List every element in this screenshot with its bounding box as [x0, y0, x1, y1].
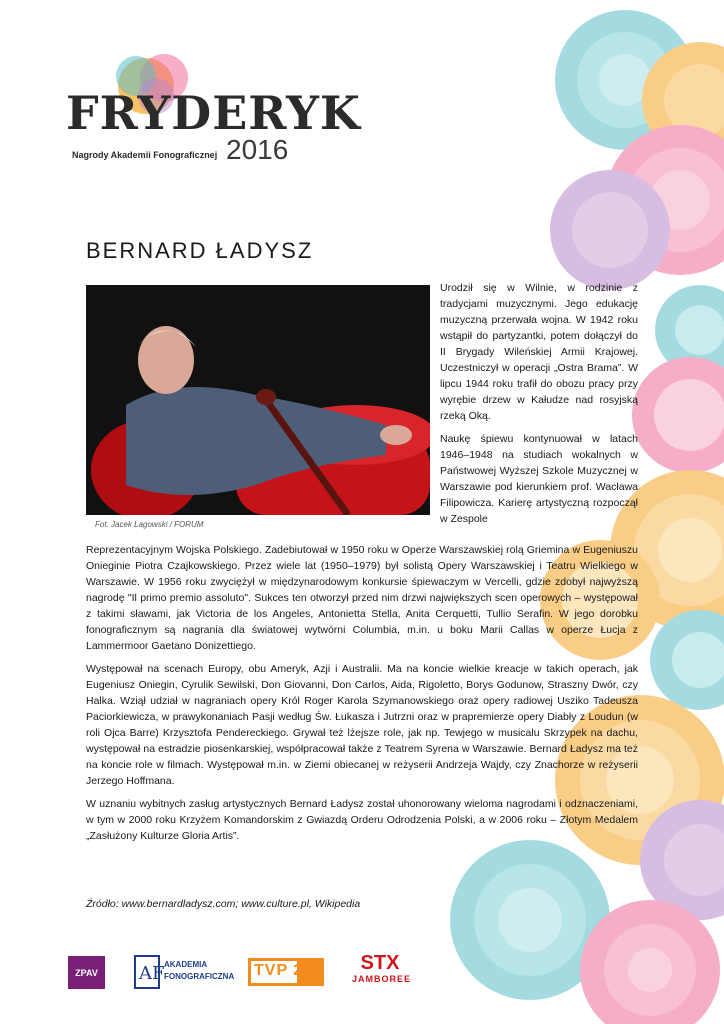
source-note: Źródło: www.bernardladysz.com; www.culture.pl, Wikipedia	[86, 898, 361, 910]
main-paragraph: Występował na scenach Europy, obu Ameryk, Azji i Australii. Ma na koncie wielkie kreacje w takich operach, jak Eugeniusz Oniegin, Cyrulik Sewilski, Don Giovanni, Don Carlos, Aida, Rigoletto, Borys Godunow, Straszny Dwór, czy Halka. Wziął udział w nagraniach opery Król Roger Karola Szymanowskiego oraz opery radiowej Usziko Tadeusza Paciorkiewicza, w prawykonaniach Pasji według Św. Łukasza i Jutrzni oraz w prapremierze opery Diabły z Loudun (w roli Ojca Barre) Krzysztofa Pendereckiego. Grywał też lżejsze role, jak np. Tewjego w musicalu Skrzypek na dachu, występował na estradzie piosenkarskiej, współpracował także z Teatrem Syrena w Warszawie. Bernard Ładysz ma też na koncie role w filmach. Występował m.in. w Ziemi obiecanej w reżyserii Andrzeja Wajdy, czy Znachorze w reżyserii Jerzego Hoffmana.	[86, 663, 638, 787]
akademia-label: AKADEMIA FONOGRAFICZNA	[164, 960, 235, 981]
zpav-logo	[68, 956, 105, 989]
photo-illustration	[86, 285, 430, 515]
side-paragraph: Naukę śpiewu kontynuował w latach 1946–1948 na studiach wokalnych w Państwowej Wyższej Szkole Muzycznej w Warszawie pod kierunkiem prof. Wacława Filipowicza. Karierę artystyczną rozpoczął w Zespole	[440, 433, 638, 525]
logo-subtitle: Nagrody Akademii Fonograficznej	[72, 150, 218, 160]
page-title: BERNARD ŁADYSZ	[86, 238, 314, 263]
logo-wordmark: FRYDERYK	[66, 86, 361, 140]
side-column	[440, 280, 638, 534]
zpav-label: ZPAV	[75, 967, 98, 978]
stx-jamboree-logo	[352, 952, 412, 992]
portrait-photo	[86, 285, 430, 515]
main-column	[86, 542, 638, 851]
stx-label: STX	[360, 952, 400, 974]
main-paragraph: W uznaniu wybitnych zasług artystycznych Bernard Ładysz został uhonorowany wieloma nagrodami i odznaczeniami, w tym w 2000 roku Krzyżem Komandorskim z Gwiazdą Orderu Odrodzenia Polski, a w 2006 roku – Złotym Medalem „Zasłużony Kulturze Gloria Artis”.	[86, 798, 638, 842]
svg-text:AF: AF	[139, 963, 165, 984]
tvp2-label: TVP 2	[254, 962, 304, 979]
jamboree-label: JAMBOREE	[352, 974, 412, 984]
side-paragraph: Urodził się w Wilnie, w rodzinie z tradycjami muzycznymi. Jego edukację muzyczną przerwała wojna. W 1942 roku wstąpił do partyzantki, potem dołączył do II Brygady Wileńskiej Armii Krajowej. Uczestniczył w operacji „Ostra Brama”. W lipcu 1944 roku trafił do obozu pracy przy wyrębie drzew w Kałudze nad rosyjską rzeką Oką.	[440, 282, 638, 422]
akademia-logo	[134, 955, 235, 989]
tvp2-logo	[248, 958, 324, 986]
main-paragraph: Reprezentacyjnym Wojska Polskiego. Zadebiutował w 1950 roku w Operze Warszawskiej rolą Griemina w Eugeniuszu Onieginie Piotra Czajkowskiego. Przez wiele lat (1950–1979) był solistą Opery Warszawskiej i Teatru Wielkiego w Warszawie. W 1956 roku zwyciężył w międzynarodowym konkursie śpiewaczym w Vercelli, gdzie zdobył najwyższą nagrodę "Il primo premio assoluto". Sukces ten otworzył przed nim drzwi największych scen operowych – występował z takimi sławami, jak Victoria de los Angeles, Antonietta Stella, Anita Cerquetti, Tullio Serafin. W jego dorobku fonograficznym są nagrania dla światowej wytwórni Columbia, m.in. u boku Marii Callas w operze Łucja z Lammermoor Gaetano Donizettiego.	[86, 544, 638, 652]
logo-year: 2016	[226, 134, 289, 165]
photo-caption: Fot. Jacek Lagowski / FORUM	[95, 520, 204, 529]
fryderyk-logo	[66, 48, 361, 178]
